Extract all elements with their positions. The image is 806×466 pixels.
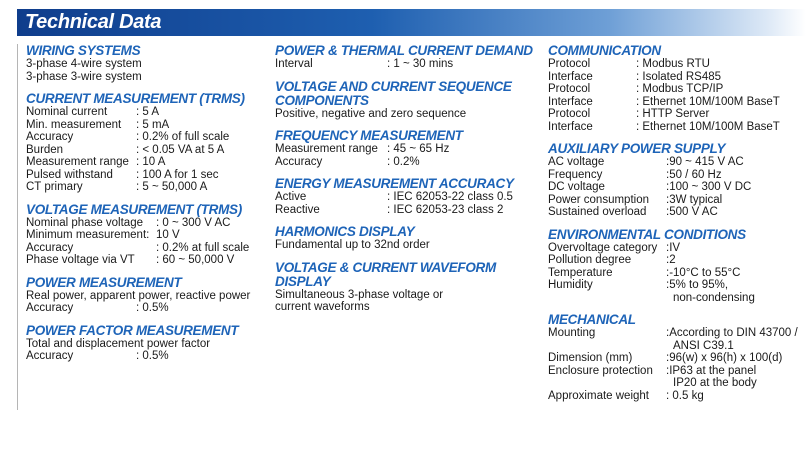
spec-row — [548, 352, 806, 365]
spec-value: :IV — [666, 241, 681, 254]
spec-value: :96(w) x 96(h) x 100(d) — [666, 352, 783, 364]
spec-row — [26, 106, 274, 119]
spec-label: Pulsed withstand — [26, 168, 113, 181]
spec-row — [548, 194, 806, 207]
spec-row — [548, 206, 806, 219]
spec-label: Protocol — [548, 108, 591, 120]
section-title: FREQUENCY MEASUREMENT — [275, 128, 463, 143]
spec-label: Accuracy — [275, 155, 323, 168]
spec-row — [548, 181, 806, 194]
spec-label: Phase voltage via VT — [26, 254, 135, 266]
spec-label: CT primary — [26, 181, 83, 193]
spec-value: :3W typical — [666, 193, 723, 206]
text-line: Simultaneous 3-phase voltage or — [275, 288, 444, 301]
spec-value: : 1 ~ 30 mins — [387, 58, 454, 70]
section-title: COMMUNICATION — [548, 43, 661, 58]
section-title: VOLTAGE & CURRENT WAVEFORM — [275, 259, 496, 275]
section-environmental — [548, 228, 806, 305]
spec-label: Enclosure protection — [548, 364, 653, 377]
spec-row — [26, 242, 274, 255]
spec-value: : HTTP Server — [636, 108, 710, 120]
section-title: POWER FACTOR MEASUREMENT — [26, 322, 239, 338]
spec-row — [548, 267, 806, 280]
section-harmonics — [275, 225, 537, 252]
section-communication — [548, 44, 806, 133]
spec-row — [548, 108, 806, 121]
column-1 — [17, 44, 274, 410]
section-power-factor — [26, 324, 274, 363]
spec-value: : Ethernet 10M/100M BaseT — [636, 120, 780, 133]
section-title: HARMONICS DISPLAY — [275, 224, 415, 239]
column-2 — [275, 44, 537, 323]
spec-label: Overvoltage category — [548, 241, 658, 254]
spec-label: AC voltage — [548, 156, 605, 168]
spec-value: : 45 ~ 65 Hz — [387, 143, 450, 155]
spec-value: :500 V AC — [666, 206, 718, 218]
section-sequence-components — [275, 80, 537, 121]
spec-value: : Modbus RTU — [636, 58, 710, 70]
page-title: Technical Data — [25, 11, 162, 33]
spec-label-empty — [548, 340, 666, 353]
spec-row — [548, 83, 806, 96]
spec-row — [26, 119, 274, 132]
spec-row — [548, 169, 806, 182]
spec-value: : IEC 62053-23 class 2 — [387, 203, 504, 216]
section-wiring-systems — [26, 44, 274, 83]
spec-label: Accuracy — [26, 241, 74, 254]
spec-label: Nominal phase voltage — [26, 216, 143, 229]
spec-label: Interface — [548, 95, 593, 108]
spec-label: Min. measurement — [26, 118, 122, 131]
spec-value: : 60 ~ 50,000 V — [156, 254, 235, 266]
spec-row — [26, 144, 274, 157]
spec-value: : 5 A — [136, 106, 160, 118]
spec-label: Pollution degree — [548, 254, 632, 266]
spec-value: :100 ~ 300 V DC — [666, 181, 752, 193]
spec-label-empty — [548, 377, 666, 390]
spec-label: Dimension (mm) — [548, 352, 633, 364]
spec-label: Accuracy — [26, 350, 74, 362]
spec-label-empty — [548, 292, 666, 305]
section-title-cont: COMPONENTS — [275, 92, 369, 108]
spec-value: :90 ~ 415 V AC — [666, 156, 744, 168]
spec-value: : IEC 62053-22 class 0.5 — [387, 191, 513, 203]
spec-row-cont — [548, 292, 806, 305]
spec-row — [548, 254, 806, 267]
spec-label: Temperature — [548, 266, 613, 279]
spec-value: :According to DIN 43700 / — [666, 327, 798, 339]
spec-row — [548, 156, 806, 169]
text-line: Total and displacement power factor — [26, 337, 211, 350]
section-title: POWER & THERMAL CURRENT DEMAND — [275, 43, 533, 58]
spec-label: Measurement range — [275, 143, 378, 155]
text-line: Fundamental up to 32nd order — [275, 239, 430, 251]
spec-value: :IP63 at the panel — [666, 364, 757, 377]
spec-value: : 100 A for 1 sec — [136, 168, 219, 181]
spec-value: : 10 A — [136, 156, 166, 168]
section-title: POWER MEASUREMENT — [26, 274, 182, 290]
spec-row-cont — [548, 340, 806, 353]
spec-value: : Modbus TCP/IP — [636, 83, 724, 95]
column-3 — [548, 44, 806, 411]
spec-row — [26, 217, 274, 230]
spec-value: : 0.2% at full scale — [156, 241, 250, 254]
spec-value-cont: IP20 at the body — [673, 377, 757, 389]
spec-row — [26, 156, 274, 169]
spec-row — [548, 365, 806, 378]
text-line: 3-phase 3-wire system — [26, 70, 142, 83]
section-title: VOLTAGE MEASUREMENT (TRMS) — [26, 201, 242, 217]
spec-label: Active — [275, 191, 307, 203]
section-title: ENVIRONMENTAL CONDITIONS — [548, 226, 746, 242]
spec-row — [26, 131, 274, 144]
spec-value: :-10°C to 55°C — [666, 266, 741, 279]
section-waveform — [275, 261, 537, 314]
text-line: current waveforms — [275, 301, 370, 313]
spec-label: Burden — [26, 143, 64, 156]
section-title: AUXILIARY POWER SUPPLY — [548, 141, 726, 156]
spec-row — [548, 390, 806, 403]
spec-row — [26, 254, 274, 267]
spec-label: DC voltage — [548, 181, 605, 193]
section-frequency — [275, 129, 537, 168]
spec-label: Reactive — [275, 203, 320, 216]
spec-row — [548, 96, 806, 109]
spec-value: : 0.5% — [136, 350, 169, 362]
spec-value-cont: non-condensing — [673, 291, 755, 304]
spec-value: : Ethernet 10M/100M BaseT — [636, 95, 780, 108]
spec-row — [275, 156, 537, 169]
spec-value: : 0.5 kg — [666, 389, 704, 402]
spec-label: Accuracy — [26, 131, 74, 143]
spec-value: : 0 ~ 300 V AC — [156, 216, 231, 229]
spec-row — [26, 181, 274, 194]
spec-label: Interval — [275, 58, 313, 70]
spec-row — [548, 279, 806, 292]
spec-row — [548, 327, 806, 340]
spec-row — [26, 229, 274, 242]
spec-row — [26, 169, 274, 182]
text-line: 3-phase 4-wire system — [26, 58, 142, 70]
spec-value: :2 — [666, 254, 676, 266]
section-title: MECHANICAL — [548, 312, 636, 327]
spec-label: Measurement range — [26, 156, 129, 168]
spec-row — [548, 242, 806, 255]
spec-row — [548, 71, 806, 84]
spec-row — [548, 121, 806, 134]
section-voltage-measurement — [26, 203, 274, 267]
spec-label: Frequency — [548, 168, 603, 181]
section-current-measurement — [26, 92, 274, 194]
text-line: Positive, negative and zero sequence — [275, 107, 467, 120]
spec-row — [275, 204, 537, 217]
spec-value-cont: ANSI C39.1 — [673, 339, 734, 352]
spec-label: Humidity — [548, 279, 593, 291]
spec-value: 10 V — [156, 229, 180, 241]
spec-row — [275, 58, 537, 71]
section-title: CURRENT MEASUREMENT (TRMS) — [26, 91, 245, 106]
spec-value: : 5 ~ 50,000 A — [136, 181, 208, 193]
spec-row — [26, 350, 274, 363]
section-auxiliary-power — [548, 142, 806, 219]
spec-label: Protocol — [548, 58, 591, 70]
text-line: Real power, apparent power, reactive power — [26, 289, 251, 302]
section-energy-accuracy — [275, 177, 537, 216]
spec-row-cont — [548, 377, 806, 390]
spec-label: Interface — [548, 120, 593, 133]
section-title: WIRING SYSTEMS — [26, 43, 141, 58]
spec-value: : < 0.05 VA at 5 A — [136, 143, 225, 156]
spec-value: :5% to 95%, — [666, 279, 729, 291]
spec-value: : 0.2% — [387, 155, 420, 168]
spec-value: : Isolated RS485 — [636, 70, 722, 83]
section-title: VOLTAGE AND CURRENT SEQUENCE — [275, 78, 512, 94]
section-demand — [275, 44, 537, 71]
spec-row — [26, 302, 274, 315]
spec-label: Protocol — [548, 83, 591, 95]
section-power-measurement — [26, 276, 274, 315]
spec-label: Accuracy — [26, 302, 74, 314]
spec-label: Nominal current — [26, 106, 108, 118]
spec-value: : 0.2% of full scale — [136, 131, 230, 143]
spec-label: Mounting — [548, 327, 596, 339]
section-title-cont: DISPLAY — [275, 273, 331, 289]
spec-value: :50 / 60 Hz — [666, 168, 722, 181]
section-mechanical — [548, 313, 806, 402]
spec-label: Approximate weight — [548, 389, 649, 402]
header-banner — [17, 9, 806, 36]
spec-row — [548, 58, 806, 71]
section-title: ENERGY MEASUREMENT ACCURACY — [275, 176, 514, 191]
spec-value: : 0.5% — [136, 302, 169, 314]
spec-label: Power consumption — [548, 193, 649, 206]
spec-label: Minimum measurement: — [26, 229, 150, 241]
spec-row — [275, 191, 537, 204]
spec-row — [275, 143, 537, 156]
spec-label: Sustained overload — [548, 206, 647, 218]
spec-label: Interface — [548, 70, 593, 83]
spec-value: : 5 mA — [136, 118, 170, 131]
